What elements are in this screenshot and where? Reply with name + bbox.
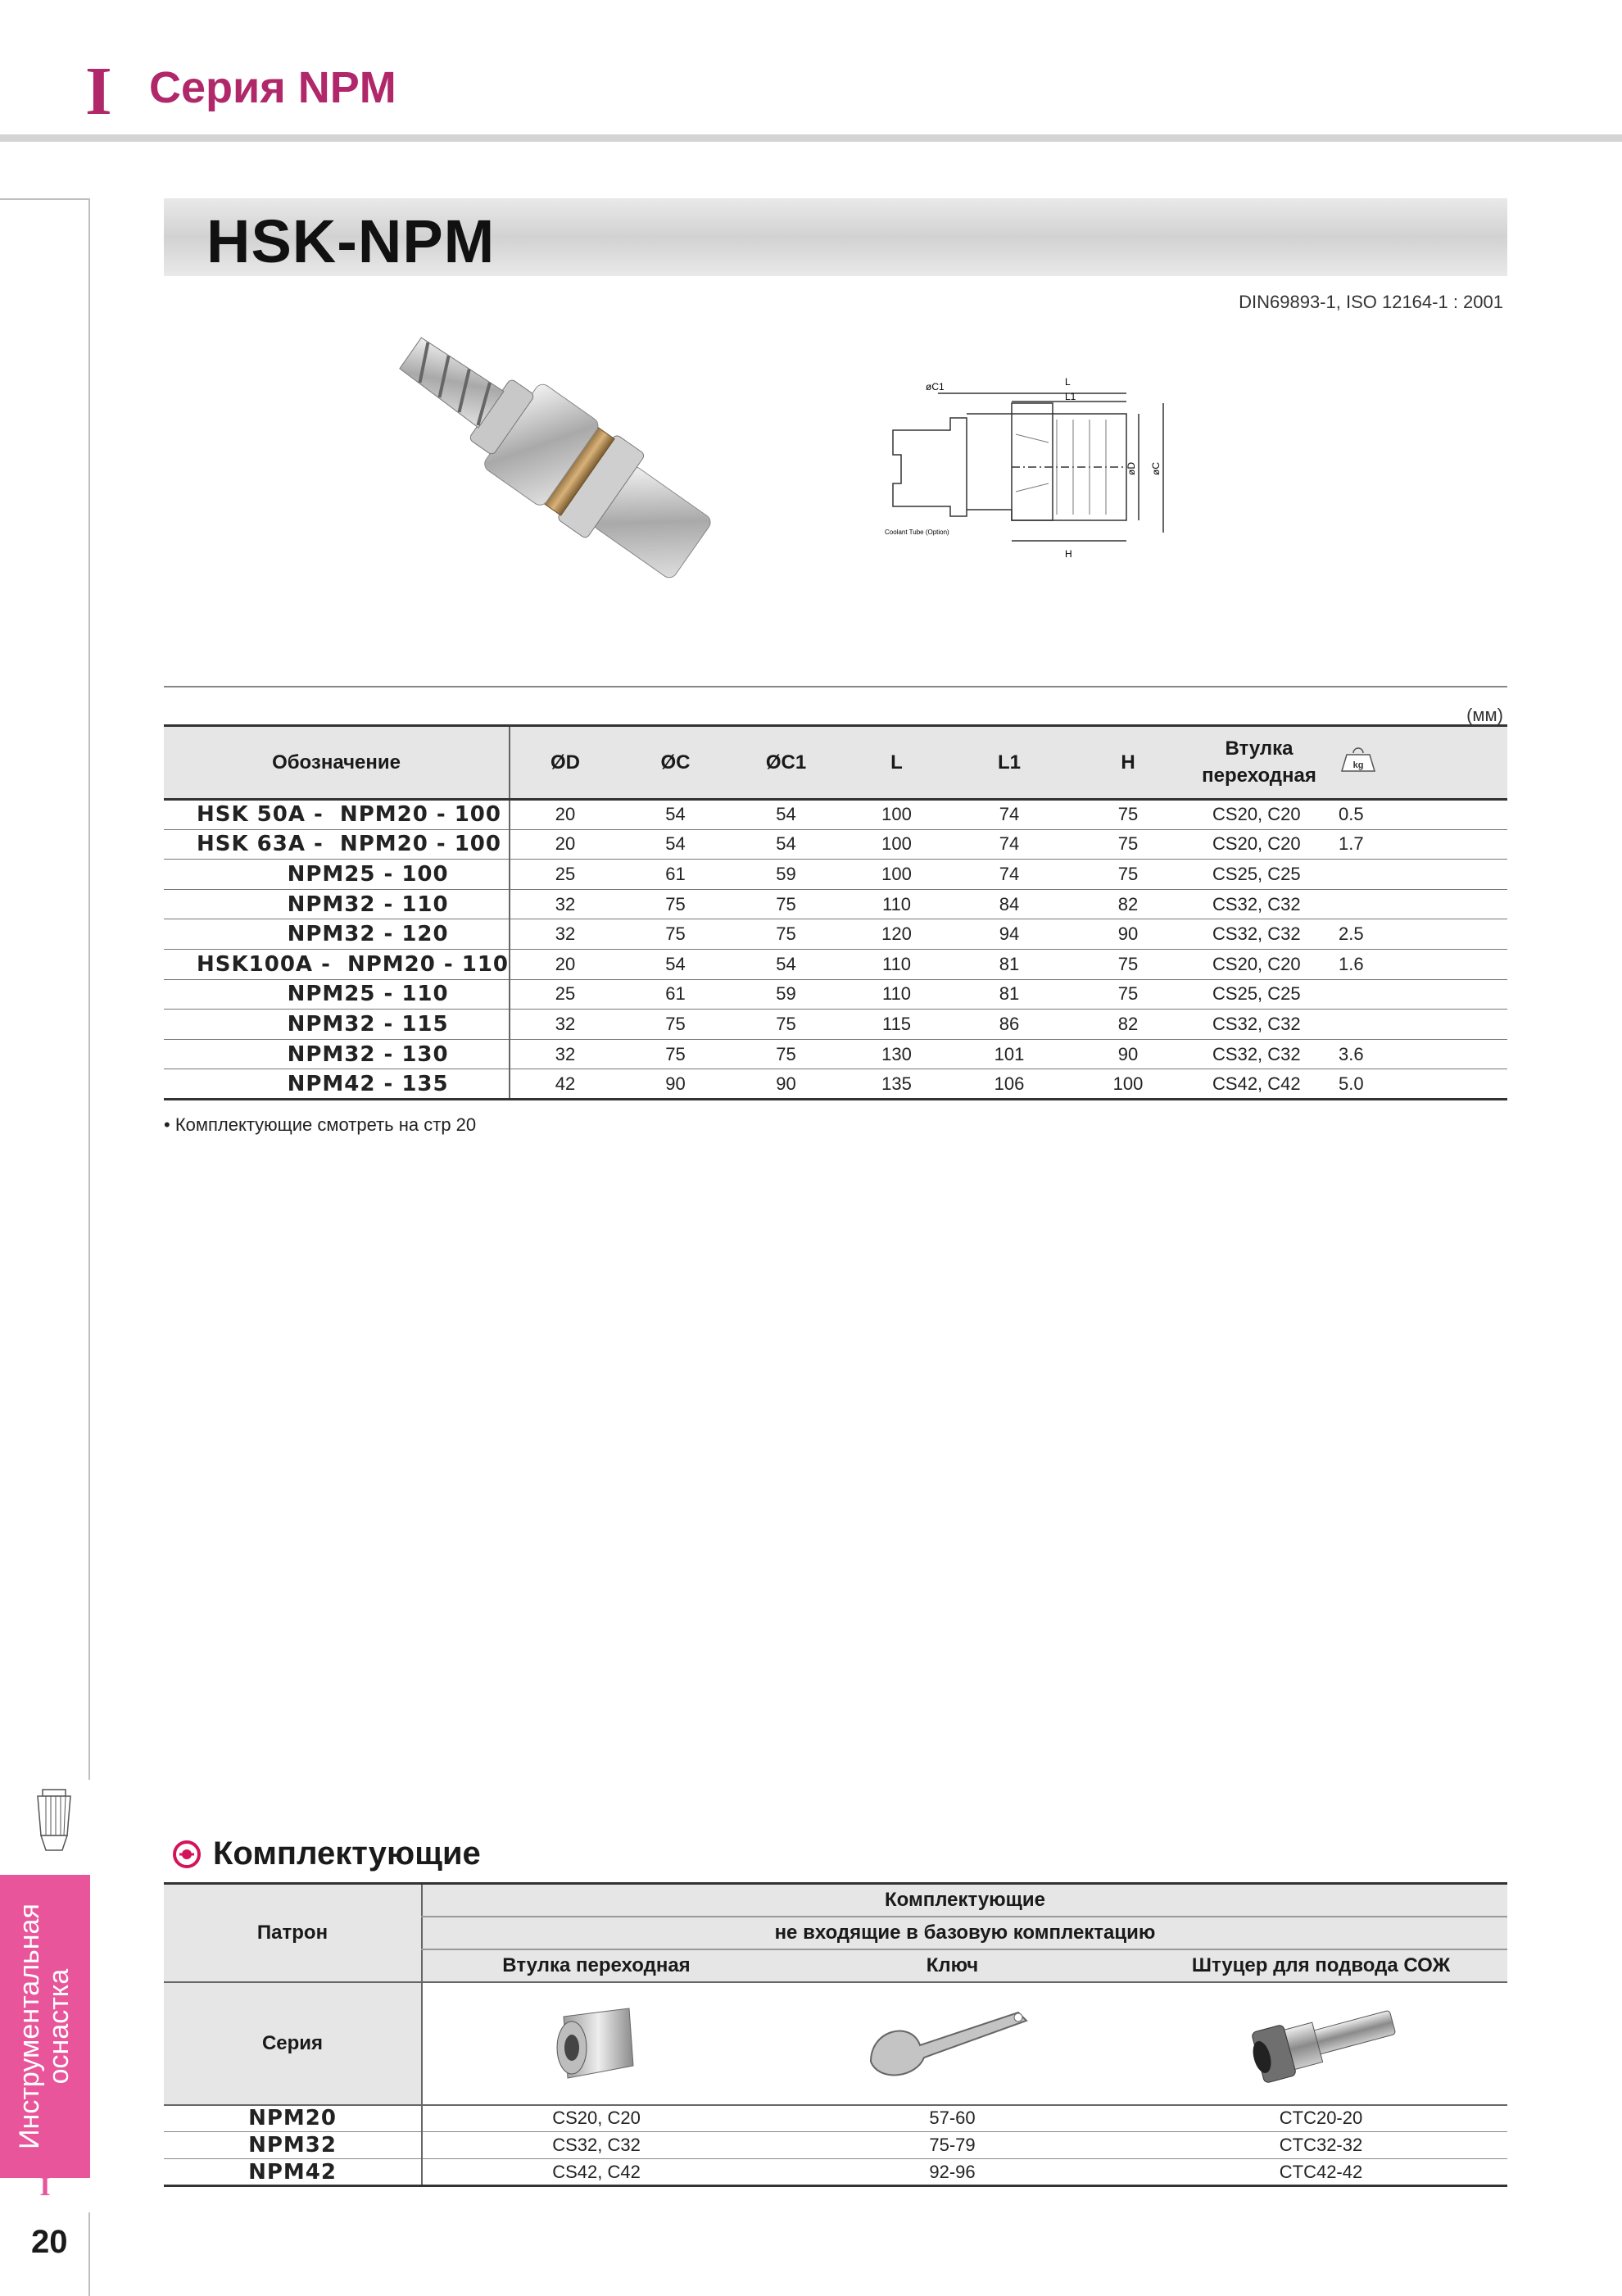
components-heading: [172, 1835, 481, 1872]
cell-l1: 86: [952, 1010, 1067, 1040]
cell-l1: 74: [952, 829, 1067, 860]
components-table: [164, 1882, 1507, 2187]
header-rule: [0, 134, 1622, 142]
coolant-fitting-image: [1239, 1992, 1403, 2090]
cell-weight: [1329, 860, 1507, 890]
cell-sleeve: CS32, C32: [1189, 1039, 1329, 1069]
dimensions-table: [164, 724, 1507, 1100]
cell-c: 90: [620, 1069, 731, 1100]
cell-sleeve: CS20, C20: [1189, 949, 1329, 979]
cell-weight: 1.6: [1329, 949, 1507, 979]
cell-weight: [1329, 889, 1507, 919]
dim-d-label: øD: [1126, 462, 1137, 475]
technical-drawing: [868, 369, 1262, 615]
cell-c1: 54: [731, 949, 841, 979]
cell-c: 75: [620, 889, 731, 919]
header-d: ØD: [510, 726, 620, 800]
section-roman-numeral: I: [85, 53, 112, 129]
weight-icon-label: kg: [1352, 760, 1364, 770]
cell-h: 75: [1067, 829, 1189, 860]
cell-sleeve: CS32, C32: [1189, 919, 1329, 950]
sleeve-image: [539, 1992, 654, 2090]
comp-row-fitting: CTC20-20: [1135, 2105, 1507, 2132]
cell-l: 100: [841, 800, 952, 830]
cell-weight: 5.0: [1329, 1069, 1507, 1100]
header-designation: Обозначение: [164, 726, 510, 800]
cell-c1: 59: [731, 979, 841, 1010]
cell-sleeve: CS42, C42: [1189, 1069, 1329, 1100]
header-sleeve: [1189, 726, 1329, 800]
cell-l1: 84: [952, 889, 1067, 919]
comp-row: [164, 2132, 1507, 2159]
chapter-tab[interactable]: [0, 1875, 90, 2178]
cell-c: 61: [620, 860, 731, 890]
table-row: [164, 889, 1507, 919]
fitting-image-cell: [1135, 1982, 1507, 2105]
comp-series-label: Серия: [164, 1982, 422, 2105]
dim-h-label: H: [1065, 548, 1072, 560]
table-row: [164, 1010, 1507, 1040]
unit-label: (мм): [1466, 705, 1503, 725]
cell-l: 100: [841, 860, 952, 890]
dim-c-label: øC: [1150, 462, 1162, 475]
dim-l1-label: L1: [1065, 391, 1076, 402]
cell-h: 82: [1067, 889, 1189, 919]
cell-weight: 3.6: [1329, 1039, 1507, 1069]
cell-d: 20: [510, 800, 620, 830]
cell-l: 100: [841, 829, 952, 860]
comp-row-sleeve: CS42, C42: [422, 2159, 770, 2186]
comp-header-row-1: [164, 1884, 1507, 1917]
header-h: H: [1067, 726, 1189, 800]
cell-l1: 101: [952, 1039, 1067, 1069]
cell-c1: 54: [731, 829, 841, 860]
standard-reference: DIN69893-1, ISO 12164-1 : 2001: [1239, 292, 1503, 312]
comp-row-fitting: CTC32-32: [1135, 2132, 1507, 2159]
header-c: ØC: [620, 726, 731, 800]
cell-c: 54: [620, 800, 731, 830]
cell-c1: 59: [731, 860, 841, 890]
comp-row-key: 57-60: [770, 2105, 1135, 2132]
cell-c: 61: [620, 979, 731, 1010]
chapter-tab-line1: Инструментальная: [14, 1904, 46, 2149]
cell-sleeve: CS25, C25: [1189, 860, 1329, 890]
cell-d: 20: [510, 949, 620, 979]
cell-l: 110: [841, 979, 952, 1010]
cell-h: 75: [1067, 949, 1189, 979]
cell-c: 75: [620, 919, 731, 950]
table-row: [164, 919, 1507, 950]
cell-d: 25: [510, 979, 620, 1010]
cell-d: 25: [510, 860, 620, 890]
cell-l1: 74: [952, 800, 1067, 830]
comp-row-sleeve: CS32, C32: [422, 2132, 770, 2159]
cell-sleeve: CS32, C32: [1189, 889, 1329, 919]
table-row: [164, 800, 1507, 830]
cell-l: 110: [841, 889, 952, 919]
cell-sleeve: CS32, C32: [1189, 1010, 1329, 1040]
comp-header-key: Ключ: [770, 1949, 1135, 1982]
comp-row-fitting: CTC42-42: [1135, 2159, 1507, 2186]
cell-l1: 106: [952, 1069, 1067, 1100]
cell-sleeve: CS25, C25: [1189, 979, 1329, 1010]
cell-l: 130: [841, 1039, 952, 1069]
cell-l: 135: [841, 1069, 952, 1100]
cell-c1: 75: [731, 1039, 841, 1069]
sleeve-image-cell: [422, 1982, 770, 2105]
cell-designation: NPM32 - 115: [164, 1010, 510, 1040]
comp-row-key: 75-79: [770, 2132, 1135, 2159]
weight-icon: [1337, 745, 1380, 774]
cell-designation: NPM32 - 130: [164, 1039, 510, 1069]
cell-h: 75: [1067, 800, 1189, 830]
comp-row-name: NPM32: [164, 2132, 422, 2159]
header-sleeve-line1: Втулка: [1225, 737, 1294, 760]
product-title: HSK-NPM: [206, 207, 496, 275]
header-l: L: [841, 726, 952, 800]
header-sleeve-line2: переходная: [1202, 764, 1316, 787]
cell-weight: 0.5: [1329, 800, 1507, 830]
comp-row-name: NPM42: [164, 2159, 422, 2186]
section-title: Серия NPM: [149, 63, 396, 112]
comp-header-chuck: Патрон: [164, 1884, 422, 1982]
table-row: [164, 860, 1507, 890]
cell-d: 20: [510, 829, 620, 860]
key-image-cell: [770, 1982, 1135, 2105]
product-banner: [164, 198, 1507, 276]
comp-images-row: [164, 1982, 1507, 2105]
cell-l1: 74: [952, 860, 1067, 890]
table-row: [164, 979, 1507, 1010]
footnote: • Комплектующие смотреть на стр 20: [164, 1114, 477, 1135]
cell-h: 100: [1067, 1069, 1189, 1100]
cell-weight: [1329, 979, 1507, 1010]
comp-header-sub: не входящие в базовую комплектацию: [422, 1917, 1507, 1949]
dim-c1-label: øC1: [926, 381, 945, 392]
cell-c1: 90: [731, 1069, 841, 1100]
cell-sleeve: CS20, C20: [1189, 829, 1329, 860]
side-frame: [0, 198, 90, 1780]
comp-row: [164, 2159, 1507, 2186]
cell-c: 75: [620, 1010, 731, 1040]
cell-l: 110: [841, 949, 952, 979]
table-row: [164, 949, 1507, 979]
cell-weight: 1.7: [1329, 829, 1507, 860]
cell-designation: HSK 50A - NPM20 - 100: [164, 800, 510, 830]
header-c1: ØC1: [731, 726, 841, 800]
comp-row: [164, 2105, 1507, 2132]
side-frame-bottom: [88, 2212, 90, 2296]
cell-c: 54: [620, 949, 731, 979]
cell-h: 90: [1067, 1039, 1189, 1069]
cell-weight: 2.5: [1329, 919, 1507, 950]
cell-d: 32: [510, 1010, 620, 1040]
bullet-icon: [172, 1840, 202, 1869]
cell-d: 32: [510, 1039, 620, 1069]
cell-c: 75: [620, 1039, 731, 1069]
collet-icon: [29, 1786, 79, 1860]
cell-designation: NPM42 - 135: [164, 1069, 510, 1100]
cell-c: 54: [620, 829, 731, 860]
table-header-row: [164, 726, 1507, 800]
product-photo: [369, 318, 754, 629]
cell-h: 75: [1067, 979, 1189, 1010]
table-row: [164, 829, 1507, 860]
components-title: Комплектующие: [213, 1835, 481, 1872]
comp-header-top: Комплектующие: [422, 1884, 1507, 1917]
comp-row-name: NPM20: [164, 2105, 422, 2132]
coolant-tube-label: Coolant Tube (Option): [885, 529, 949, 536]
page-number: 20: [31, 2224, 68, 2260]
comp-row-key: 92-96: [770, 2159, 1135, 2186]
cell-l: 115: [841, 1010, 952, 1040]
cell-h: 90: [1067, 919, 1189, 950]
cell-l1: 81: [952, 949, 1067, 979]
comp-row-sleeve: CS20, C20: [422, 2105, 770, 2132]
cell-designation: HSK 63A - NPM20 - 100: [164, 829, 510, 860]
cell-d: 32: [510, 919, 620, 950]
cell-c1: 54: [731, 800, 841, 830]
cell-d: 42: [510, 1069, 620, 1100]
cell-l: 120: [841, 919, 952, 950]
cell-c1: 75: [731, 919, 841, 950]
cell-designation: NPM25 - 110: [164, 979, 510, 1010]
header-l1: L1: [952, 726, 1067, 800]
comp-header-sleeve: Втулка переходная: [422, 1949, 770, 1982]
cell-weight: [1329, 1010, 1507, 1040]
cell-designation: HSK100A - NPM20 - 110: [164, 949, 510, 979]
cell-designation: NPM32 - 110: [164, 889, 510, 919]
cell-h: 75: [1067, 860, 1189, 890]
table-row: [164, 1039, 1507, 1069]
cell-c1: 75: [731, 1010, 841, 1040]
dim-l-label: L: [1065, 376, 1071, 388]
cell-designation: NPM25 - 100: [164, 860, 510, 890]
table-row: [164, 1069, 1507, 1100]
spanner-key-image: [863, 1996, 1043, 2086]
cell-l1: 81: [952, 979, 1067, 1010]
comp-header-fitting: Штуцер для подвода СОЖ: [1135, 1949, 1507, 1982]
cell-c1: 75: [731, 889, 841, 919]
chapter-roman: I: [39, 2171, 51, 2202]
cell-h: 82: [1067, 1010, 1189, 1040]
header-weight: [1329, 726, 1507, 800]
table-top-rule: [164, 686, 1507, 687]
chapter-tab-line2: оснастка: [43, 1968, 75, 2085]
cell-l1: 94: [952, 919, 1067, 950]
cell-sleeve: CS20, C20: [1189, 800, 1329, 830]
cell-d: 32: [510, 889, 620, 919]
cell-designation: NPM32 - 120: [164, 919, 510, 950]
